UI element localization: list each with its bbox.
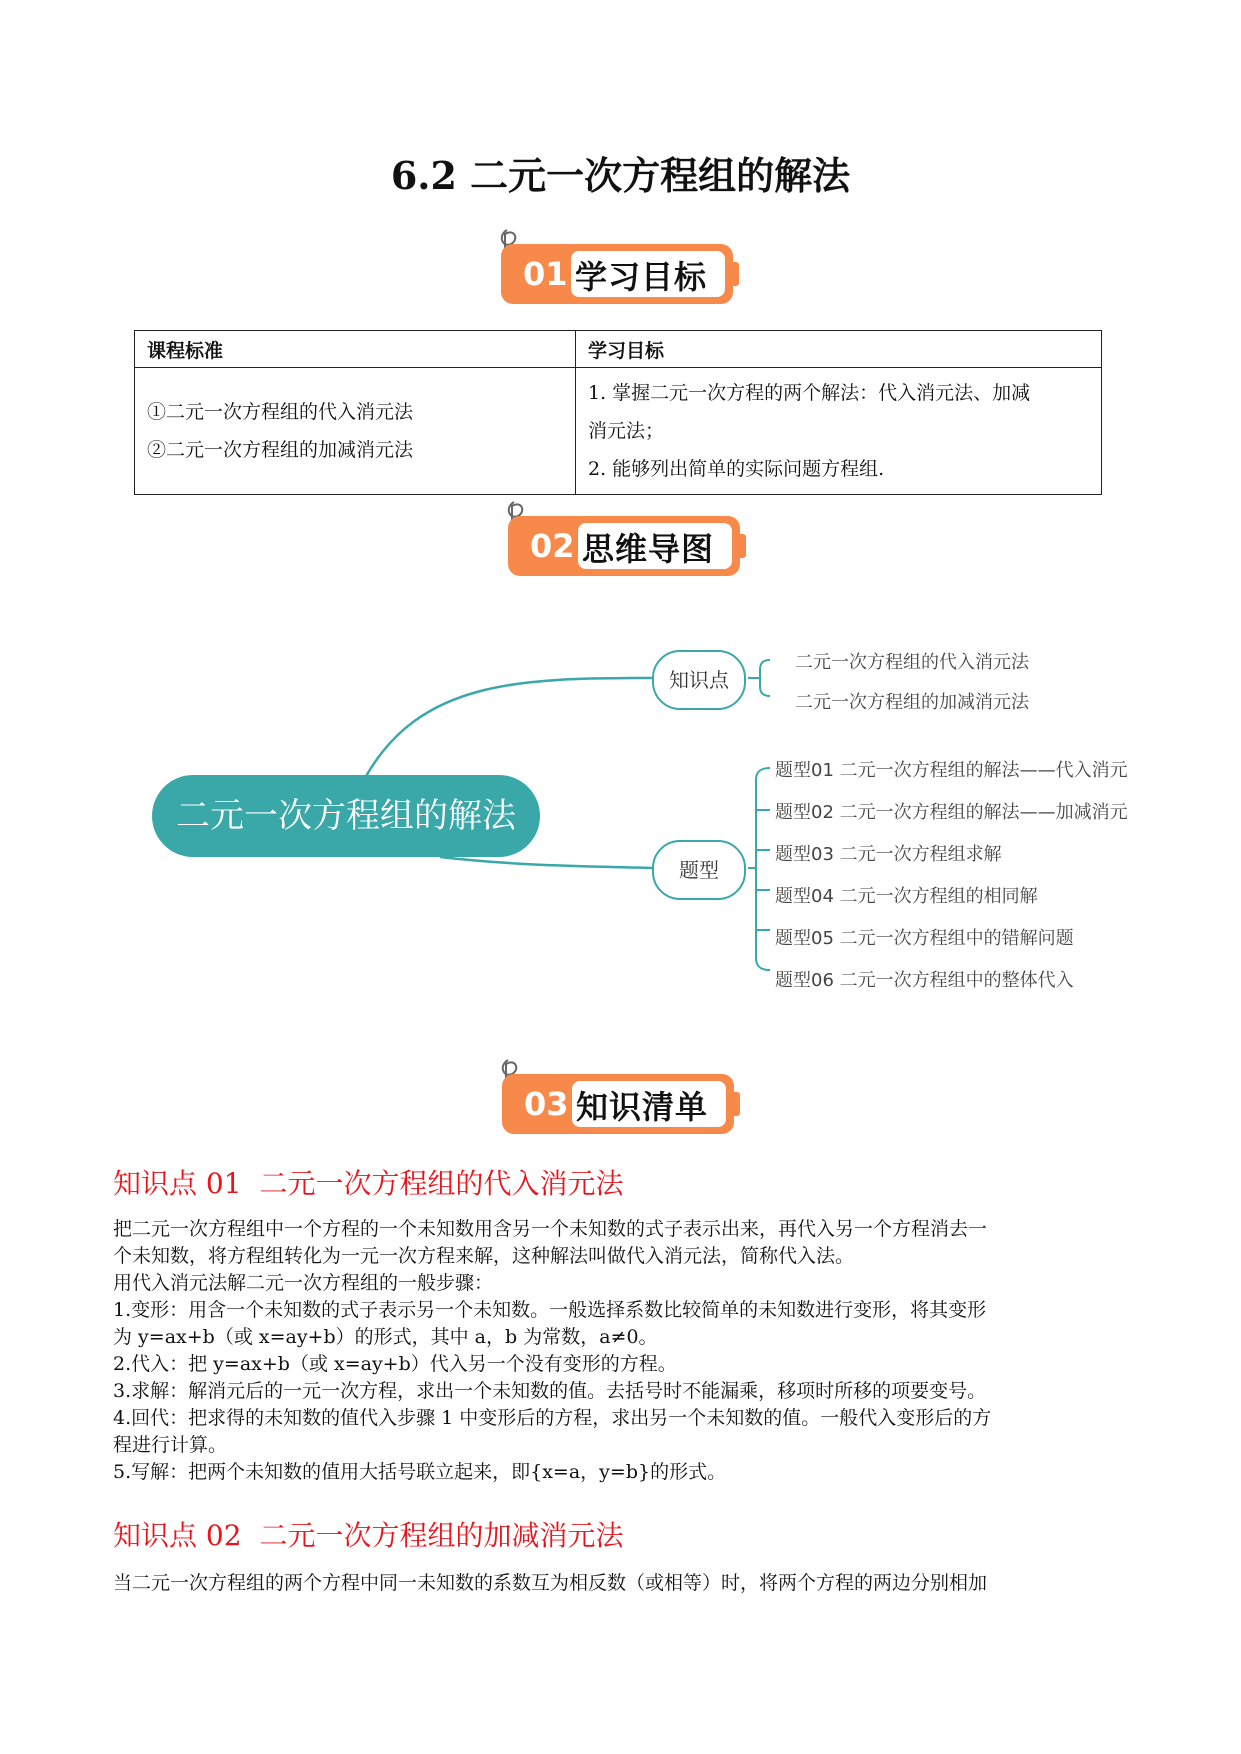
body-line: 程进行计算。: [113, 1434, 228, 1456]
knowledge-point-code: 知识点 01: [113, 1167, 242, 1200]
body-line: 4.回代：把求得的未知数的值代入步骤 1 中变形后的方程，求出另一个未知数的值。一般代入变形后的方: [113, 1407, 992, 1429]
body-line: 为 y=ax+b（或 x=ay+b）的形式，其中 a，b 为常数，a≠0。: [113, 1326, 658, 1348]
badge-label: 知识清单: [576, 1088, 709, 1126]
body-line: 5.写解：把两个未知数的值用大括号联立起来，即{x=a，y=b}的形式。: [113, 1461, 727, 1483]
mind-map-leaf: 题型01 二元一次方程组的解法——代入消元: [775, 760, 1128, 781]
mind-map-leaf: 二元一次方程组的加减消元法: [795, 692, 1029, 713]
body-line: 2.代入：把 y=ax+b（或 x=ay+b）代入另一个没有变形的方程。: [113, 1353, 677, 1375]
mind-map-leaf: 题型05 二元一次方程组中的错解问题: [775, 928, 1074, 949]
goal-line: 2. 能够列出简单的实际问题方程组.: [588, 458, 885, 480]
badge-label: 思维导图: [582, 530, 715, 568]
section-badge-mindmap: [500, 494, 750, 584]
table-header: 学习目标: [576, 331, 1102, 368]
badge-number: 02: [530, 527, 575, 565]
mind-map-branch-question-types: 题型: [652, 840, 746, 900]
mind-map: [0, 620, 1241, 1000]
table-cell-standards: [135, 368, 576, 495]
mind-map-leaf: 题型04 二元一次方程组的相同解: [775, 886, 1038, 907]
table-cell-goals: [576, 368, 1102, 495]
table-header: 课程标准: [135, 331, 576, 368]
mind-map-branch-knowledge: 知识点: [652, 650, 746, 710]
knowledge-point-body: [113, 1216, 1128, 1486]
standard-item: ①二元一次方程组的代入消元法: [147, 401, 414, 423]
body-line: 3.求解：解消元后的一元一次方程，求出一个未知数的值。去括号时不能漏乘，移项时所移的项要变号。: [113, 1380, 987, 1402]
page-title: 6.2 二元一次方程组的解法: [390, 153, 851, 198]
goal-line: 1. 掌握二元一次方程的两个解法：代入消元法、加减: [588, 382, 1031, 404]
body-line: 个未知数，将方程组转化为一元一次方程来解，这种解法叫做代入消元法，简称代入法。: [113, 1245, 855, 1267]
knowledge-point-title: 二元一次方程组的代入消元法: [259, 1167, 624, 1200]
knowledge-point-heading: [113, 1514, 624, 1554]
knowledge-point-heading: [113, 1162, 624, 1202]
body-line: 用代入消元法解二元一次方程组的一般步骤：: [113, 1272, 494, 1294]
section-badge-knowledge: [494, 1052, 744, 1142]
table-header-row: [135, 331, 1102, 368]
goals-table: [134, 330, 1102, 495]
badge-number: 03: [524, 1085, 569, 1123]
badge-number: 01: [523, 255, 568, 293]
knowledge-point-body: [113, 1570, 1128, 1597]
goal-line: 消元法；: [588, 420, 665, 442]
badge-label: 学习目标: [575, 258, 708, 296]
mind-map-leaf: 题型03 二元一次方程组求解: [775, 844, 1002, 865]
knowledge-point-code: 知识点 02: [113, 1519, 242, 1552]
mind-map-leaf: 题型02 二元一次方程组的解法——加减消元: [775, 802, 1128, 823]
section-badge-goals: [493, 222, 743, 312]
knowledge-point-title: 二元一次方程组的加减消元法: [259, 1519, 624, 1552]
body-line: 把二元一次方程组中一个方程的一个未知数用含另一个未知数的式子表示出来，再代入另一个方程消去一: [113, 1218, 988, 1240]
table-row: [135, 368, 1102, 495]
body-line: 当二元一次方程组的两个方程中同一未知数的系数互为相反数（或相等）时，将两个方程的两边分别相加: [113, 1572, 988, 1594]
mind-map-central-node: 二元一次方程组的解法: [152, 775, 540, 857]
mind-map-leaf: 题型06 二元一次方程组中的整体代入: [775, 970, 1074, 991]
standard-item: ②二元一次方程组的加减消元法: [147, 439, 414, 461]
mind-map-leaf: 二元一次方程组的代入消元法: [795, 652, 1029, 673]
body-line: 1.变形：用含一个未知数的式子表示另一个未知数。一般选择系数比较简单的未知数进行变形，将其变形: [113, 1299, 987, 1321]
